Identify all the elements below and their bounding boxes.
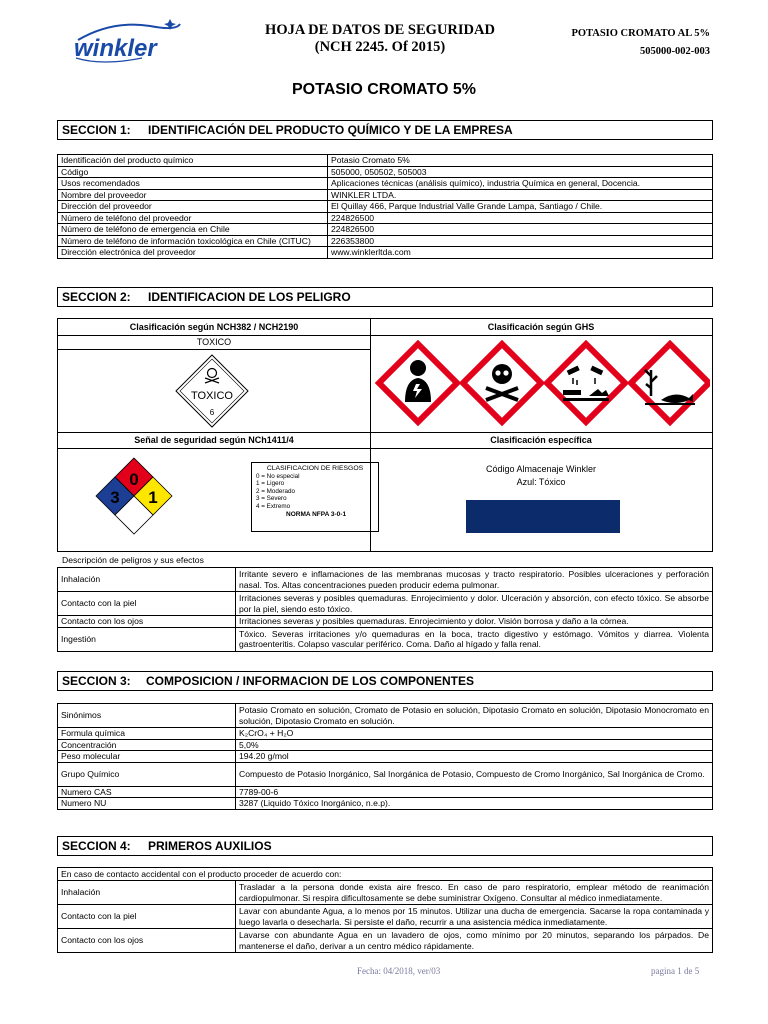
section1-table: [57, 154, 713, 259]
header-norm: (NCH 2245. Of 2015): [314, 39, 446, 55]
risk-level: 2 = Moderado: [256, 487, 296, 495]
environment-hazard-icon: [631, 344, 709, 422]
table-row: [58, 247, 713, 259]
product-ref-code: 505000-002-003: [640, 46, 710, 57]
section4-header: [57, 836, 713, 856]
row-value: www.winklerltda.com: [328, 247, 713, 259]
row-value: 224826500: [328, 212, 713, 224]
product-ref-name: POTASIO CROMATO AL 5%: [571, 28, 710, 39]
safety-signal-heading: Señal de seguridad según NCh1411/4: [134, 435, 294, 445]
health-hazard-icon: [379, 344, 457, 422]
hazard-classification-box: [57, 318, 713, 565]
table-row: [58, 786, 713, 798]
table-row: [58, 798, 713, 810]
storage-classification: [370, 463, 712, 489]
nfpa-diamond-icon: [94, 456, 174, 536]
table-row: [58, 224, 713, 236]
table-row: [58, 201, 713, 213]
row-label: Número de teléfono de información toxicológica en Chile (CITUC): [58, 235, 328, 247]
row-label: Ingestión: [58, 627, 236, 651]
table-row: [58, 881, 713, 905]
product-reference: [560, 25, 710, 61]
table-row: [58, 189, 713, 201]
ghs-classification-heading: Clasificación según GHS: [487, 322, 595, 332]
risk-level: 0 = No especial: [256, 472, 300, 480]
diamond-number: 6: [209, 408, 215, 417]
row-value: Lavarse con abundante Agua en un lavadero de ojos, como mínimo por 20 minutos, separando los párpados. De mantenerse el daño, derivar a un centro médico rápidamente.: [236, 929, 713, 953]
table-row: [58, 929, 713, 953]
table-row: [58, 178, 713, 190]
section3-header: [57, 671, 713, 691]
section1-header: [57, 120, 713, 140]
row-value: Irritante severo e inflamaciones de las membranas mucosas y tracto respiratorio. Posibles ulceraciones y perforación nasal. Tos. Altas concentraciones pueden producir edema pulmonar.: [236, 568, 713, 592]
row-label: Inhalación: [58, 881, 236, 905]
section2-header: [57, 287, 713, 307]
table-row: [58, 568, 713, 592]
row-label: Número de teléfono del proveedor: [58, 212, 328, 224]
risk-level: 3 = Severo: [256, 495, 287, 503]
row-label: Contacto con la piel: [58, 592, 236, 616]
storage-color-label: Azul: Tóxico: [516, 477, 566, 487]
table-row: [58, 751, 713, 763]
row-value: 226353800: [328, 235, 713, 247]
table-row: [58, 592, 713, 616]
nfpa-norm-label: NORMA NFPA 3-0-1: [286, 510, 347, 518]
footer-date: Fecha: 04/2018, ver/03: [357, 966, 441, 976]
row-label: Inhalación: [58, 568, 236, 592]
row-value: 7789-00-6: [236, 786, 713, 798]
table-row: [58, 155, 713, 167]
section-title: IDENTIFICACION DE LOS PELIGRO: [148, 290, 351, 304]
row-label: Número de teléfono de emergencia en Chile: [58, 224, 328, 236]
ghs-pictograms: [375, 340, 710, 430]
table-row: [58, 616, 713, 628]
section-number: SECCION 4:: [62, 839, 131, 853]
section-title: COMPOSICION / INFORMACION DE LOS COMPONENTES: [146, 674, 475, 688]
document-title: POTASIO CROMATO 5%: [291, 81, 476, 98]
section3-table: [57, 703, 713, 810]
specific-classification-heading: Clasificación específica: [490, 435, 592, 445]
header-title: HOJA DE DATOS DE SEGURIDAD: [265, 22, 495, 38]
row-value: WINKLER LTDA.: [328, 189, 713, 201]
row-label: Numero NU: [58, 798, 236, 810]
row-value: K₂CrO₄ + H₂O: [236, 728, 713, 740]
row-label: Grupo Químico: [58, 762, 236, 786]
row-value: Potasio Cromato 5%: [328, 155, 713, 167]
toxic-diamond-icon: [174, 353, 250, 429]
row-label: Numero CAS: [58, 786, 236, 798]
skull-crossbones-icon: [463, 344, 541, 422]
row-label: Peso molecular: [58, 751, 236, 763]
row-value: Tóxico. Severas irritaciones y/o quemaduras en la boca, tracto digestivo y estómago. Vómitos y diarrea. Violenta gastroenteritis. Colapso vascular periférico. Coma. Daño al hígado y falla renal.: [236, 627, 713, 651]
table-row: [58, 905, 713, 929]
row-label: Contacto con la piel: [58, 905, 236, 929]
diamond-text: TOXICO: [191, 390, 233, 402]
logo-text: winkler: [74, 35, 157, 62]
section-number: SECCION 3:: [62, 674, 131, 688]
table-row: [58, 212, 713, 224]
row-value: Compuesto de Potasio Inorgánico, Sal Inorgánica de Potasio, Compuesto de Cromo Inorgánico, Sal Inorgánica de Cromo.: [236, 762, 713, 786]
row-label: Concentración: [58, 739, 236, 751]
row-label: Código: [58, 166, 328, 178]
document-header: [230, 22, 530, 56]
row-value: Lavar con abundante Agua, a lo menos por 15 minutos. Utilizar una ducha de emergencia. Sacarse la ropa contaminada y luego lavarla o desecharla. Si persiste el daño, recurrir a una asistencia médica inmediatamente.: [236, 905, 713, 929]
risk-classification-legend: [251, 462, 379, 532]
row-label: Nombre del proveedor: [58, 189, 328, 201]
row-value: Trasladar a la persona donde exista aire fresco. En caso de paro respiratorio, emplear método de reanimación cardiopulmonar. Si respira dificultosamente se debe suministrar Oxígeno. Consultar al médico inmediatamente.: [236, 881, 713, 905]
risk-level: 1 = Ligero: [256, 480, 285, 488]
row-label: Dirección electrónica del proveedor: [58, 247, 328, 259]
storage-color-swatch: [466, 500, 620, 533]
row-value: Potasio Cromato en solución, Cromato de Potasio en solución, Dipotasio Cromato en solución, Dipotasio Monocromato en solución, Dipotasio Cromato en solución.: [236, 704, 713, 728]
table-row: [58, 762, 713, 786]
section-number: SECCION 2:: [62, 290, 131, 304]
row-value: Irritaciones severas y posibles quemaduras. Enrojecimiento y dolor. Visión borrosa y daño a la córnea.: [236, 616, 713, 628]
hazards-heading: Descripción de peligros y sus efectos: [62, 555, 204, 565]
nfpa-health: 3: [110, 488, 120, 507]
row-value: 194.20 g/mol: [236, 751, 713, 763]
row-label: Formula química: [58, 728, 236, 740]
risk-title: CLASIFICACION DE RIESGOS: [266, 465, 364, 472]
section2-hazards-table: [57, 567, 713, 652]
row-label: Dirección del proveedor: [58, 201, 328, 213]
nch-classification-heading: Clasificación según NCH382 / NCH2190: [129, 322, 299, 332]
table-row: [58, 739, 713, 751]
row-value: 505000, 050502, 505003: [328, 166, 713, 178]
risk-level: 4 = Extremo: [256, 502, 291, 510]
row-value: 224826500: [328, 224, 713, 236]
section-title: IDENTIFICACIÓN DEL PRODUCTO QUÍMICO Y DE LA EMPRESA: [148, 123, 513, 137]
row-value: Aplicaciones técnicas (análisis químico), industria Química en general, Docencia.: [328, 178, 713, 190]
row-label: Usos recomendados: [58, 178, 328, 190]
nfpa-fire: 0: [129, 470, 139, 489]
row-label: Identificación del producto químico: [58, 155, 328, 167]
nfpa-reactivity: 1: [148, 488, 158, 507]
footer-page: pagina 1 de 5: [651, 966, 700, 976]
row-label: Contacto con los ojos: [58, 616, 236, 628]
winkler-logo: [72, 18, 184, 68]
table-row: [58, 704, 713, 728]
row-value: 3287 (Liquido Tóxico Inorgánico, n.e.p).: [236, 798, 713, 810]
section4-table: [57, 867, 713, 953]
section-number: SECCION 1:: [62, 123, 131, 137]
table-row: [58, 627, 713, 651]
row-value: El Quillay 466, Parque Industrial Valle Grande Lampa, Santiago / Chile.: [328, 201, 713, 213]
table-row: [58, 166, 713, 178]
table-row: [58, 235, 713, 247]
corrosive-icon: [547, 344, 625, 422]
row-label: Sinónimos: [58, 704, 236, 728]
row-value: 5,0%: [236, 739, 713, 751]
first-aid-intro: En caso de contacto accidental con el producto proceder de acuerdo con:: [58, 868, 713, 881]
storage-code-label: Código Almacenaje Winkler: [485, 464, 597, 474]
row-label: Contacto con los ojos: [58, 929, 236, 953]
section-title: PRIMEROS AUXILIOS: [148, 839, 272, 853]
row-value: Irritaciones severas y posibles quemaduras. Enrojecimiento y dolor. Ulceración y absorción, con efecto tóxico. Se absorbe por la piel, siendo esto tóxico.: [236, 592, 713, 616]
nch-class-value: TOXICO: [196, 337, 232, 347]
table-row: [58, 728, 713, 740]
